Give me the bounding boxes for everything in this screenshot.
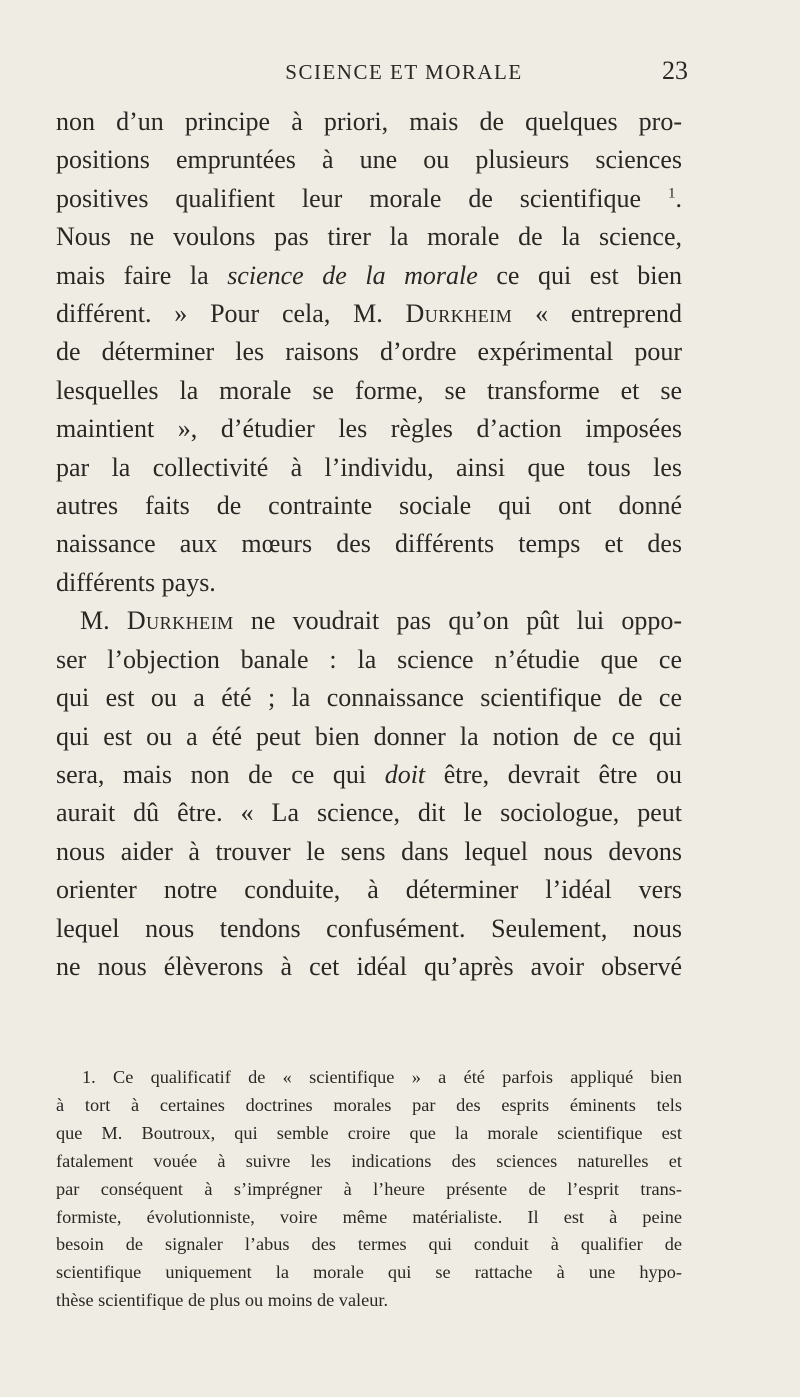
body-text [56, 103, 682, 986]
emphasis-text: science de la morale [227, 260, 478, 290]
footnote-reference: 1 [668, 185, 676, 202]
footnote-line: thèse scientifique de plus ou moins de valeur. [56, 1290, 389, 1311]
text-line: M. Durkheim ne voudrait pas qu’on pût lui oppo- [80, 606, 682, 636]
text-line: ne nous élèverons à cet idéal qu’après avoir observé [56, 951, 682, 981]
text-line: différent. » Pour cela, M. Durkheim « entreprend [56, 299, 682, 329]
text-line: sera, mais non de ce qui doit être, devrait être ou [56, 759, 682, 789]
author-name: Durkheim [405, 299, 513, 329]
text-line: positives qualifient leur morale de scientifique $^1$. [56, 183, 682, 213]
footnote-line: par conséquent à s’imprégner à l’heure présente de l’esprit trans- [56, 1178, 682, 1199]
footnote-line: besoin de signaler l’abus des termes qui conduit à qualifier de [56, 1234, 682, 1255]
footnote-line: que M. Boutroux, qui semble croire que la morale scientifique est [56, 1122, 682, 1143]
text-line: lequel nous tendons confusément. Seulement, nous [56, 913, 682, 943]
page-number: 23 [662, 56, 688, 85]
text-line: autres faits de contrainte sociale qui ont donné [56, 491, 682, 521]
footnote-line: scientifique uniquement la morale qui se rattache à une hypo- [56, 1262, 682, 1283]
text-line: lesquelles la morale se forme, se transforme et se [56, 375, 682, 405]
text-line: aurait dû être. « La science, dit le sociologue, peut [56, 798, 682, 828]
page-header [120, 56, 688, 96]
footnote-line: à tort à certaines doctrines morales par des esprits éminents tels [56, 1094, 682, 1115]
text-line: Nous ne voulons pas tirer la morale de la science, [56, 222, 682, 252]
author-name: Durkheim [126, 606, 234, 636]
footnote-line: fatalement vouée à suivre les indications des sciences naturelles et [56, 1150, 682, 1171]
running-title: SCIENCE ET MORALE [285, 60, 523, 84]
text-line: qui est ou a été ; la connaissance scientifique de ce [56, 683, 682, 713]
footnote-line: formiste, évolutionniste, voire même matérialiste. Il est à peine [56, 1206, 682, 1227]
text-line: de déterminer les raisons d’ordre expérimental pour [56, 337, 682, 367]
text-line: mais faire la science de la morale ce qui est bien [56, 260, 682, 290]
emphasis-text: doit [384, 759, 426, 789]
text-line: qui est ou a été peut bien donner la notion de ce qui [56, 721, 682, 751]
text-line: par la collectivité à l’individu, ainsi que tous les [56, 452, 682, 482]
text-line: orienter notre conduite, à déterminer l’idéal vers [56, 875, 682, 905]
footnotes [56, 1064, 682, 1315]
text-line: positions empruntées à une ou plusieurs sciences [56, 145, 682, 175]
text-line: ser l’objection banale : la science n’étudie que ce [56, 644, 682, 674]
text-line: nous aider à trouver le sens dans lequel nous devons [56, 836, 682, 866]
footnote-line: 1. Ce qualificatif de « scientifique » a été parfois appliqué bien [82, 1067, 682, 1087]
text-line: maintient », d’étudier les règles d’action imposées [56, 414, 682, 444]
text-line: non d’un principe à priori, mais de quelques pro- [56, 107, 682, 136]
text-line: différents pays. [56, 567, 216, 597]
text-line: naissance aux mœurs des différents temps et des [56, 529, 682, 559]
